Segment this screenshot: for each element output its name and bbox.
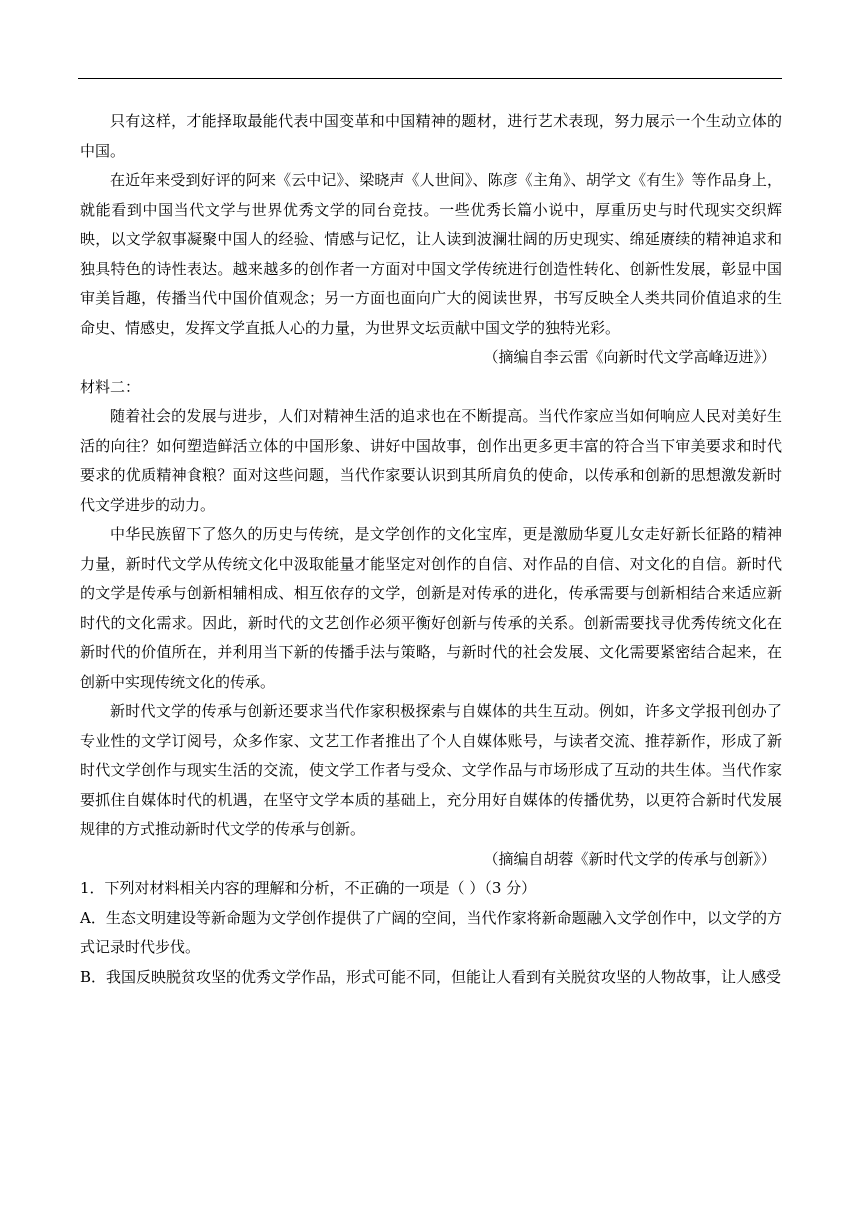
paragraph-2: 在近年来受到好评的阿来《云中记》、梁晓声《人世间》、陈彦《主角》、胡学文《有生》等作品身上，就能看到中国当代文学与世界优秀文学的同台竞技。一些优秀长篇小说中，厚重历史与时代现实交织辉映，以文学叙事凝聚中国人的经验、情感与记忆，让人读到波澜壮阔的历史现实、绵延赓续的精神追求和独具特色的诗性表达。越来越多的创作者一方面对中国文学传统进行创造性转化、创新性发展，彰显中国审美旨趣，传播当代中国价值观念；另一方面也面向广大的阅读世界，书写反映全人类共同价值追求的生命史、情感史，发挥文学直抵人心的力量，为世界文坛贡献中国文学的独特光彩。 bbox=[80, 171, 782, 337]
question-stem: 1．下列对材料相关内容的理解和分析，不正确的一项是（ ）（3 分） bbox=[80, 879, 537, 897]
document-body bbox=[80, 107, 782, 992]
paragraph-5: 新时代文学的传承与创新还要求当代作家积极探索与自媒体的共生互动。例如，许多文学报刊创办了专业性的文学订阅号，众多作家、文艺工作者推出了个人自媒体账号，与读者交流、推荐新作，形成了新时代文学创作与现实生活的交流，使文学工作者与受众、文学作品与市场形成了互动的共生体。当代作家要抓住自媒体时代的机遇，在坚守文学本质的基础上，充分用好自媒体的传播优势，以更符合新时代发展规律的方式推动新时代文学的传承与创新。 bbox=[80, 702, 782, 838]
source-citation-1: （摘编自李云雷《向新时代文学高峰迈进》） bbox=[483, 348, 776, 366]
paragraph-1: 只有这样，才能择取最能代表中国变革和中国精神的题材，进行艺术表现，努力展示一个生动立体的中国。 bbox=[80, 112, 782, 160]
source-citation-2: （摘编自胡蓉《新时代文学的传承与创新》） bbox=[483, 849, 776, 868]
option-b: B．我国反映脱贫攻坚的优秀文学作品，形式可能不同，但能让人看到有关脱贫攻坚的人物故事，让人感受 bbox=[80, 967, 782, 986]
paragraph-3: 随着社会的发展与进步，人们对精神生活的追求也在不断提高。当代作家应当如何响应人民对美好生活的向往？如何塑造鲜活立体的中国形象、讲好中国故事，创作出更多更丰富的符合当下审美要求和时代要求的优质精神食粮？面对这些问题，当代作家要认识到其所肩负的使命，以传承和创新的思想激发新时代文学进步的动力。 bbox=[80, 407, 782, 514]
option-a: A．生态文明建设等新命题为文学创作提供了广阔的空间，当代作家将新命题融入文学创作中，以文学的方式记录时代步伐。 bbox=[80, 908, 782, 956]
header-rule bbox=[78, 78, 782, 79]
paragraph-4: 中华民族留下了悠久的历史与传统，是文学创作的文化宝库，更是激励华夏儿女走好新长征路的精神力量，新时代文学从传统文化中汲取能量才能坚定对创作的自信、对作品的自信、对文化的自信。新时代的文学是传承与创新相辅相成、相互依存的文学，创新是对传承的进化，传承需要与创新相结合来适应新时代的文化需求。因此，新时代的文艺创作必须平衡好创新与传承的关系。创新需要找寻优秀传统文化在新时代的价值所在，并利用当下新的传播手法与策略，与新时代的社会发展、文化需要紧密结合起来，在创新中实现传统文化的传承。 bbox=[80, 525, 782, 691]
material-two-label: 材料二： bbox=[80, 377, 141, 396]
